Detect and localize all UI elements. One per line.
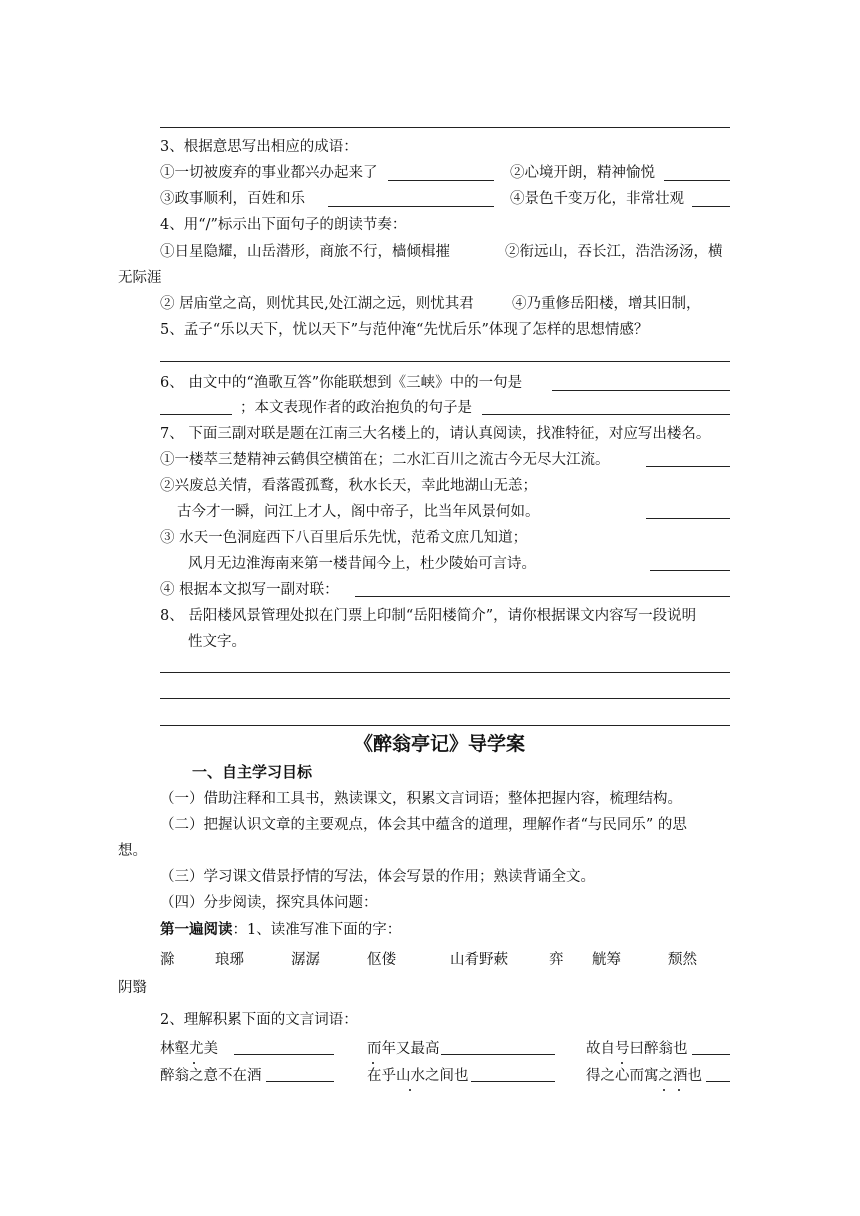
q4-title: 4、用“/”标示出下面句子的朗读节奏： [160,217,407,233]
char-item: 弈 [549,952,564,968]
answer-line[interactable] [160,725,730,726]
goal-1: （一）借助注释和工具书，熟读课文，积累文言词语；整体把握内容，梳理结构。 [160,791,682,807]
answer-blank[interactable] [441,1054,555,1055]
q8-line-1: 8、 岳阳楼风景管理处拟在门票上印制“岳阳楼简介”，请你根据课文内容写一段说明 [160,608,697,624]
char-item: 阴翳 [118,980,147,996]
q3-item-2: ②心境开朗，精神愉悦 [510,165,655,181]
emphasis-dot [372,1062,374,1064]
answer-blank[interactable] [646,466,730,467]
couplet-2-lower: 古今才一瞬，问江上才人，阁中帝子，比当年风景何如。 [177,504,540,520]
char-item: 觥筹 [592,952,621,968]
char-item: 颓然 [668,952,697,968]
answer-line[interactable] [160,672,730,673]
emphasis-dot [409,1089,411,1091]
answer-blank[interactable] [328,206,494,207]
answer-line [160,127,730,128]
q6-line-2: ；本文表现作者的政治抱负的句子是 [240,400,472,416]
q7-title: 7、 下面三副对联是题在江南三大名楼上的，请认真阅读，找准特征，对应写出楼名。 [160,426,711,442]
q4-sentence-1: ①日星隐耀，山岳潜形，商旅不行，樯倾楫摧 [160,244,450,260]
char-item: 琅琊 [215,952,244,968]
answer-blank[interactable] [160,414,232,415]
guide-title: 《醉翁亭记》导学案 [354,733,526,755]
goal-3: （三）学习课文借景抒情的写法，体会写景的作用；熟读背诵全文。 [160,869,595,885]
q4-sentence-4: ④乃重修岳阳楼，增其旧制， [512,296,701,312]
vocab-title: 2、理解积累下面的文言词语： [160,1012,358,1028]
couplet-3-upper: ③ 水天一色洞庭西下八百里后乐先忧，范希文庶几知道； [160,530,528,546]
answer-blank[interactable] [650,570,730,571]
emphasis-dot [193,1062,195,1064]
emphasis-dot [678,1089,680,1091]
q3-item-1: ①一切被废弃的事业都兴办起来了 [160,165,378,181]
answer-blank[interactable] [471,1081,555,1082]
answer-blank[interactable] [234,1054,334,1055]
answer-line[interactable] [160,361,730,362]
q3-item-3: ③政事顺利，百姓和乐 [160,191,305,207]
vocab-item: 得之心而寓之酒也 [586,1068,702,1084]
char-item: 伛偻 [367,952,396,968]
answer-blank[interactable] [552,390,730,391]
answer-line[interactable] [160,698,730,699]
couplet-2-upper: ②兴废总关情，看落霞孤鹜，秋水长天，幸此地湖山无恙； [160,478,537,494]
first-reading-label: 第一遍阅读 [160,922,233,938]
goal-4: （四）分步阅读，探究具体问题： [160,895,378,911]
q4-sentence-2: ②衔远山，吞长江，浩浩汤汤，横 [505,244,723,260]
vocab-item: 而年又最高 [367,1041,440,1057]
char-item: 山肴野蔌 [450,952,508,968]
q4-sentence-3: ② 居庙堂之高，则忧其民,处江湖之远，则忧其君 [160,296,474,312]
first-reading-instruction: ：1、读准写准下面的字： [232,922,402,938]
q8-line-2: 性文字。 [188,634,246,650]
char-item: 潺潺 [291,952,320,968]
answer-blank[interactable] [646,518,730,519]
answer-blank[interactable] [692,206,730,207]
char-item: 滁 [160,952,175,968]
goal-2-cont: 想。 [118,843,147,859]
section-heading: 一、自主学习目标 [192,763,313,781]
couplet-1: ①一楼萃三楚精神云鹤俱空横笛在；二水汇百川之流古今无尽大江流。 [160,452,610,468]
answer-blank[interactable] [664,180,730,181]
q6-line-1: 6、 由文中的“渔歌互答”你能联想到《三峡》中的一句是 [160,375,523,391]
answer-blank[interactable] [355,596,730,597]
answer-blank[interactable] [266,1081,334,1082]
goal-2: （二）把握认识文章的主要观点，体会其中蕴含的道理，理解作者“与民同乐” 的思 [160,817,687,833]
couplet-4-prompt: ④ 根据本文拟写一副对联： [160,582,339,598]
q5-title: 5、孟子“乐以天下，忧以天下”与范仲淹“先忧后乐”体现了怎样的思想情感？ [160,322,649,338]
vocab-item: 在乎山水之间也 [367,1068,469,1084]
emphasis-dot [663,1089,665,1091]
first-reading [160,920,401,940]
couplet-3-lower: 风月无边淮海南来第一楼昔闻今上，杜少陵始可言诗。 [188,556,536,572]
q3-title: 3、根据意思写出相应的成语： [160,139,358,155]
q4-sentence-2-cont: 无际涯 [118,270,162,286]
emphasis-dot [621,1062,623,1064]
answer-blank[interactable] [692,1054,730,1055]
answer-blank[interactable] [388,180,494,181]
vocab-item: 林壑尤美 [160,1041,218,1057]
answer-blank[interactable] [706,1081,730,1082]
answer-blank[interactable] [482,414,730,415]
vocab-item: 醉翁之意不在酒 [160,1068,262,1084]
vocab-item: 故自号曰醉翁也 [586,1041,688,1057]
q3-item-4: ④景色千变万化，非常壮观 [510,191,684,207]
